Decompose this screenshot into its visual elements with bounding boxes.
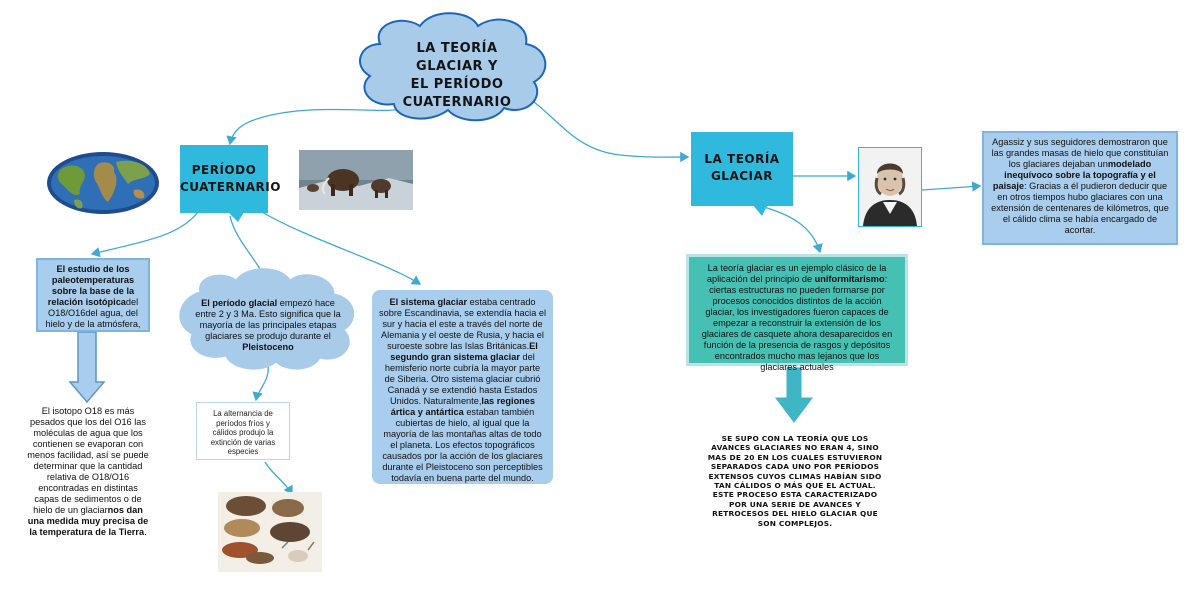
sistema-b3: las regiones ártica y antártica (390, 396, 536, 417)
isotope-study-box[interactable] (36, 258, 150, 332)
sistema-b2: El segundo gran sistema glaciar (390, 341, 538, 362)
sistema-t2: del hemisferio norte cubría la mayor parte de Siberia. Otro sistema glaciar cubrió Canadá y se extendió hasta Estados Unidos. Naturalmente, (384, 352, 541, 406)
quaternary-title: PERÍODO CUATERNARIO (180, 163, 281, 194)
isotope-detail-p1: El isotopo O18 es más pesados que los del O16 las moléculas de agua que los contienen se evaporan con menos facilidad, así se puede determinar que la cantidad relativa de O18/O16 encontradas en distintas capas de sedimentos o de hielo de un glaciar (27, 406, 149, 515)
quaternary-title-box[interactable] (180, 145, 281, 213)
sistema-b1: El sistema glaciar (389, 297, 468, 307)
down-arrow-left (70, 332, 104, 402)
connector-sistema (262, 212, 420, 284)
glacial-advances-caption: SE SUPO CON LA TEORÍA QUE LOS AVANCES GLACIARES NO ERAN 4, SINO MAS DE 20 EN LOS CUALES ESTUVIERON SEPARADOS CADA UNO POR PERÍODOS EXTENSOS CUYOS CLIMAS HABÍAN SIDO TAN CÁLIDOS O MÁS QUE EL ACTUAL. ESTE PROCESO ESTA CARACTERIZADO POR UNA SERIE DE AVANCES Y RETROCESOS DEL HIELO GLACIAR QUE SON COMPLEJOS. (707, 434, 883, 528)
down-arrow-right (776, 368, 812, 422)
agassiz-box[interactable] (982, 131, 1178, 245)
central-title: LA TEORÍA GLACIAR Y EL PERÍODO CUATERNARIO (402, 41, 512, 110)
connector-central-left (230, 106, 405, 144)
connector-agassiz (922, 186, 980, 190)
uniform-b1: uniformitarismo (814, 274, 885, 284)
connector-uniform (760, 206, 820, 252)
connector-isotope (92, 212, 198, 254)
agassiz-portrait (858, 147, 922, 227)
agassiz-t2: : Gracias a él pudieron deducir que en otros tiempos hubo glaciares con una extensión de centenares de kilómetros, que el cálido clima se había encargado de acortar. (991, 181, 1169, 235)
isotope-study-text: del O18/O16del agua, del hielo y de la atmósfera, (45, 297, 141, 329)
glacial-system-box[interactable] (372, 290, 553, 484)
isotope-detail-text (26, 406, 150, 538)
alternancia-box[interactable] (196, 402, 290, 460)
agassiz-b1: modelado inequívoco sobre la topografía y el paisaje (992, 159, 1156, 191)
connector-animals (265, 462, 292, 494)
sistema-t3: estaban también cubiertas de hielo, al igual que la mayoría de las montañas altas de todo el planeta. Los efectos topográficos causados por la acción de los glaciares durante el Pleistoceno son perceptibles todavía en buena parte del mundo. (382, 407, 543, 483)
glacial-theory-title: LA TEORÍA GLACIAR (704, 152, 780, 183)
connector-central-right (525, 95, 688, 157)
uniform-t2: : ciertas estructuras no pueden formarse por procesos conocidos distintos de la acción glaciar, los investigadores fueron capaces de empezar a reconstruir la extensión de los glaciares de casquete ahora desaparecidos en función de la presencia de rasgos y depósitos encontrados mucho mas lejanos que los glaciares actuales (701, 274, 893, 372)
glacial-period-text[interactable] (194, 298, 342, 353)
glacial-period-bold: El período glacial (201, 298, 278, 308)
glacial-period-t1: empezó hace entre 2 y 3 Ma. Esto significa que la mayoría de las principales etapas glaciares se produjo durante el (195, 298, 341, 341)
alternancia-text: La alternancia de períodos fríos y cálidos produjo la extinción de varias especies (210, 409, 276, 457)
isotope-study-bold: El estudio de los paleotemperaturas sobre la base de la relación isotópica (47, 264, 135, 307)
mammoth-image (299, 150, 413, 210)
sistema-t1: estaba centrado sobre Escandinavia, se extendía hacia el sur y hacia el este a través del norte de Alemania y el oeste de Rusia, y hacia el suroeste sobre las Islas Británicas. (379, 297, 547, 351)
glacial-theory-title-box[interactable] (691, 132, 793, 206)
isotope-detail-end: . (144, 527, 147, 537)
agassiz-t1: Agassiz y sus seguidores demostraron que las grandes masas de hielo que constituían los glaciares dejaban un (991, 137, 1169, 169)
uniformitarianism-box[interactable] (686, 254, 908, 372)
pleistocene-bold: Pleistoceno (242, 342, 294, 352)
uniform-t1: La teoría glaciar es un ejemplo clásico de la aplicación del principio de (706, 263, 887, 284)
isotope-detail-bold: nos dan una medida muy precisa de la temperatura de la Tierra (27, 505, 149, 537)
world-map-image (44, 150, 162, 216)
connector-alternancia (256, 366, 268, 400)
prehistoric-animals-image (218, 492, 322, 572)
